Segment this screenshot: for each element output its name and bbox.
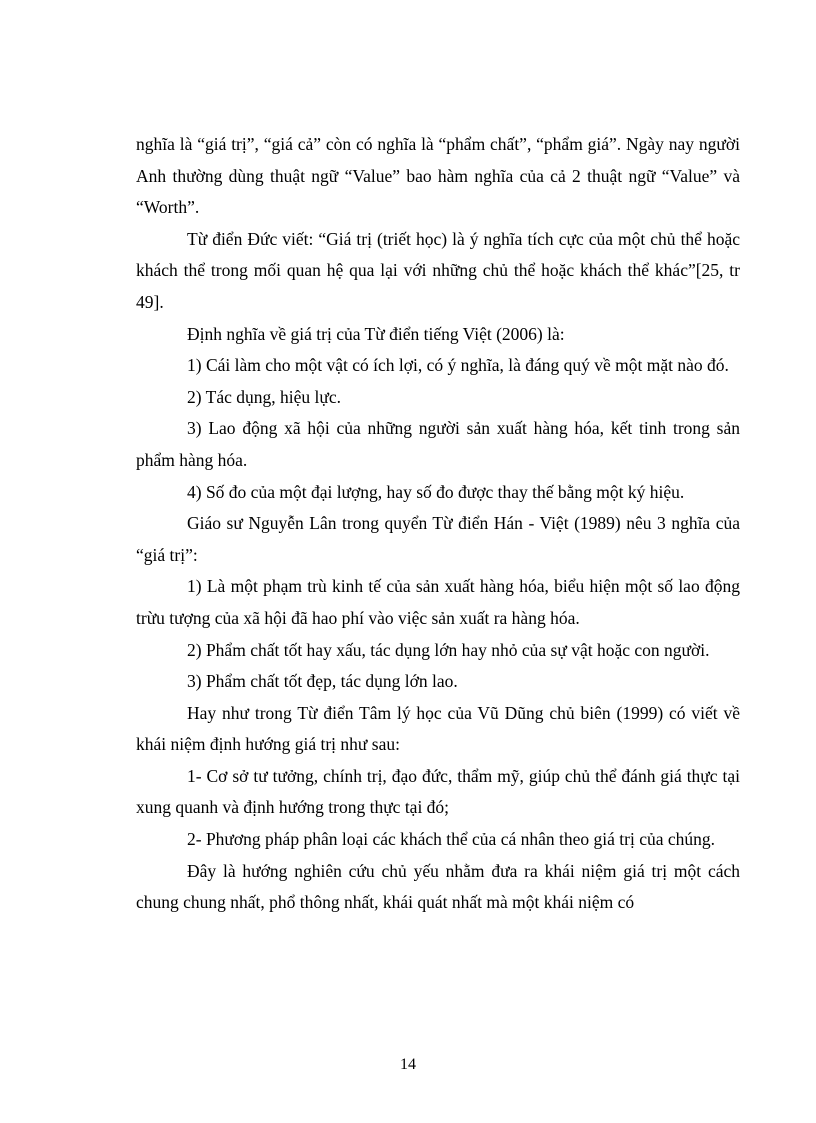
paragraph: nghĩa là “giá trị”, “giá cả” còn có nghĩa là “phẩm chất”, “phẩm giá”. Ngày nay người Anh thường dùng thuật ngữ “Value” bao hàm nghĩa của cả 2 thuật ngữ “Value” và “Worth”. xyxy=(136,134,740,218)
list-item: 1) Là một phạm trù kinh tế của sản xuất hàng hóa, biểu hiện một số lao động trừu tượng của xã hội đã hao phí vào việc sản xuất ra hàng hóa. xyxy=(136,576,740,628)
paragraph: Đây là hướng nghiên cứu chủ yếu nhằm đưa ra khái niệm giá trị một cách chung chung nhất, phổ thông nhất, khái quát nhất mà một khái niệm có xyxy=(136,860,740,913)
list-item: 3) Phẩm chất tốt đẹp, tác dụng lớn lao. xyxy=(187,671,458,692)
paragraph: Giáo sư Nguyễn Lân trong quyển Từ điển Hán - Việt (1989) nêu 3 nghĩa của “giá trị”: xyxy=(136,513,740,565)
paragraph: Hay như trong Từ điển Tâm lý học của Vũ Dũng chủ biên (1999) có viết về khái niệm định hướng giá trị như sau: xyxy=(136,702,740,755)
page-number: 14 xyxy=(400,1056,416,1073)
list-item: 1- Cơ sở tư tưởng, chính trị, đạo đức, thẩm mỹ, giúp chủ thể đánh giá thực tại xung quanh và định hướng trong thực tại đó; xyxy=(136,765,740,818)
list-item: 2) Tác dụng, hiệu lực. xyxy=(187,386,341,407)
body-text xyxy=(136,129,740,919)
paragraph: Từ điển Đức viết: “Giá trị (triết học) là ý nghĩa tích cực của một chủ thể hoặc khách thể trong mối quan hệ qua lại với những chủ thể hoặc khách thể khác”[25, tr 49]. xyxy=(136,228,740,312)
list-item: 2- Phương pháp phân loại các khách thể của cá nhân theo giá trị của chúng. xyxy=(187,829,715,850)
paragraph: Định nghĩa về giá trị của Từ điển tiếng Việt (2006) là: xyxy=(187,323,565,344)
list-item: 1) Cái làm cho một vật có ích lợi, có ý nghĩa, là đáng quý về một mặt nào đó. xyxy=(187,355,729,376)
list-item: 2) Phẩm chất tốt hay xấu, tác dụng lớn hay nhỏ của sự vật hoặc con người. xyxy=(187,639,710,660)
list-item: 3) Lao động xã hội của những người sản xuất hàng hóa, kết tinh trong sản phẩm hàng hóa. xyxy=(136,418,740,470)
list-item: 4) Số đo của một đại lượng, hay số đo được thay thế bằng một ký hiệu. xyxy=(187,481,685,502)
